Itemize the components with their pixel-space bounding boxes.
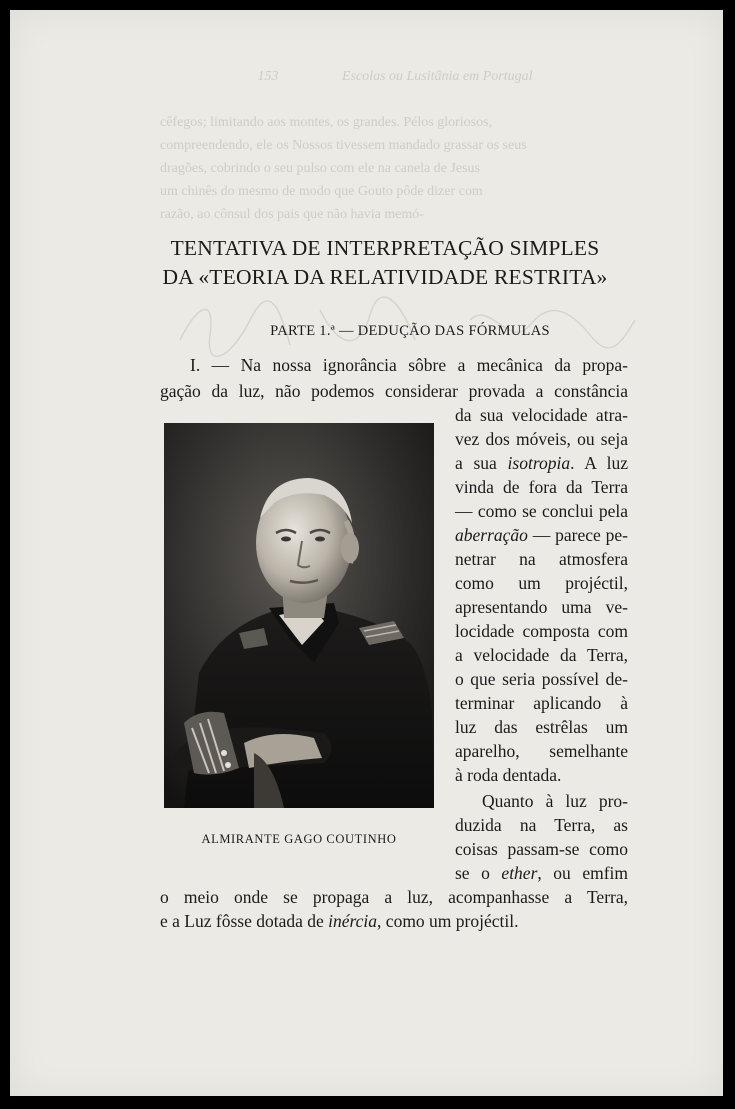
text-run: — parece pe- (527, 525, 628, 545)
body-line (455, 524, 628, 546)
body-line (160, 910, 628, 932)
body-line: terminar aplicando à (455, 693, 628, 713)
portrait-photo (164, 423, 434, 808)
text-run: , como um projéctil. (377, 911, 519, 931)
body-line: I. — Na nossa ignorância sôbre a mecânica da propa- (190, 355, 628, 375)
bleed-line: um chinês do mesmo de modo que Gouto pôde dizer com (160, 184, 483, 199)
bleed-line: cêfegos; limitando aos montes, os grandes. Pélos gloriosos, (160, 115, 493, 130)
article-title (130, 234, 640, 292)
italic-term-isotropia: isotropia (507, 453, 571, 473)
body-line: vinda de fora da Terra (455, 477, 628, 497)
body-line: coisas passam-se como (455, 839, 628, 859)
body-line (455, 452, 628, 474)
body-line: apresentando uma ve- (455, 597, 628, 617)
body-line: a velocidade da Terra, (455, 645, 628, 665)
body-line: da sua velocidade atra- (455, 405, 628, 425)
body-line: o meio onde se propaga a luz, acompanhasse a Terra, (160, 887, 628, 907)
body-line: gação da luz, não podemos considerar provada a constância (160, 381, 628, 401)
body-line (455, 862, 628, 884)
bleed-page-number: 153 (257, 69, 279, 84)
body-line: como um projéctil, (455, 573, 628, 593)
bleed-line: razão, ao cônsul dos pais que não havia memó- (160, 207, 424, 222)
italic-term-aberracao: aberração (455, 525, 528, 545)
body-line: aparelho, semelhante (455, 741, 628, 761)
body-line: Quanto à luz pro- (482, 791, 628, 811)
italic-term-ether: ether (501, 863, 538, 883)
text-run: se o (455, 863, 490, 883)
bleed-through-text (10, 65, 723, 245)
article-title-line-2: DA «TEORIA DA RELATIVIDADE RESTRITA» (162, 265, 608, 289)
section-heading: PARTE 1.ª — DEDUÇÃO DAS FÓRMULAS (270, 323, 550, 339)
book-page (10, 10, 723, 1096)
body-line: luz das estrêlas um (455, 717, 628, 737)
portrait-caption: ALMIRANTE GAGO COUTINHO (201, 832, 397, 846)
body-line: locidade composta com (455, 621, 628, 641)
body-line: à roda dentada. (455, 765, 562, 785)
text-run: , ou emfim (537, 863, 629, 883)
italic-term-inercia: inércia (328, 911, 378, 931)
text-run: . A luz (570, 453, 628, 473)
body-line: netrar na atmosfera (455, 549, 628, 569)
text-run: e a Luz fôsse dotada de (160, 911, 324, 931)
article-title-line-1: TENTATIVA DE INTERPRETAÇÃO SIMPLES (170, 236, 600, 260)
body-line: vez dos móveis, ou seja (455, 429, 628, 449)
bleed-running-title: Escolas ou Lusitânia em Portugal (341, 69, 533, 84)
bleed-line: dragões, cobrindo o seu pulso com ele na canela de Jesus (160, 161, 480, 176)
bleed-line: compreendendo, ele os Nossos tivessem mandado grassar os seus (160, 138, 527, 153)
body-line: duzida na Terra, as (455, 815, 628, 835)
bleed-through-header (160, 65, 630, 88)
body-line: o que seria possível de- (455, 669, 628, 689)
text-run: a sua (455, 453, 497, 473)
body-line: — como se conclui pela (455, 501, 628, 521)
